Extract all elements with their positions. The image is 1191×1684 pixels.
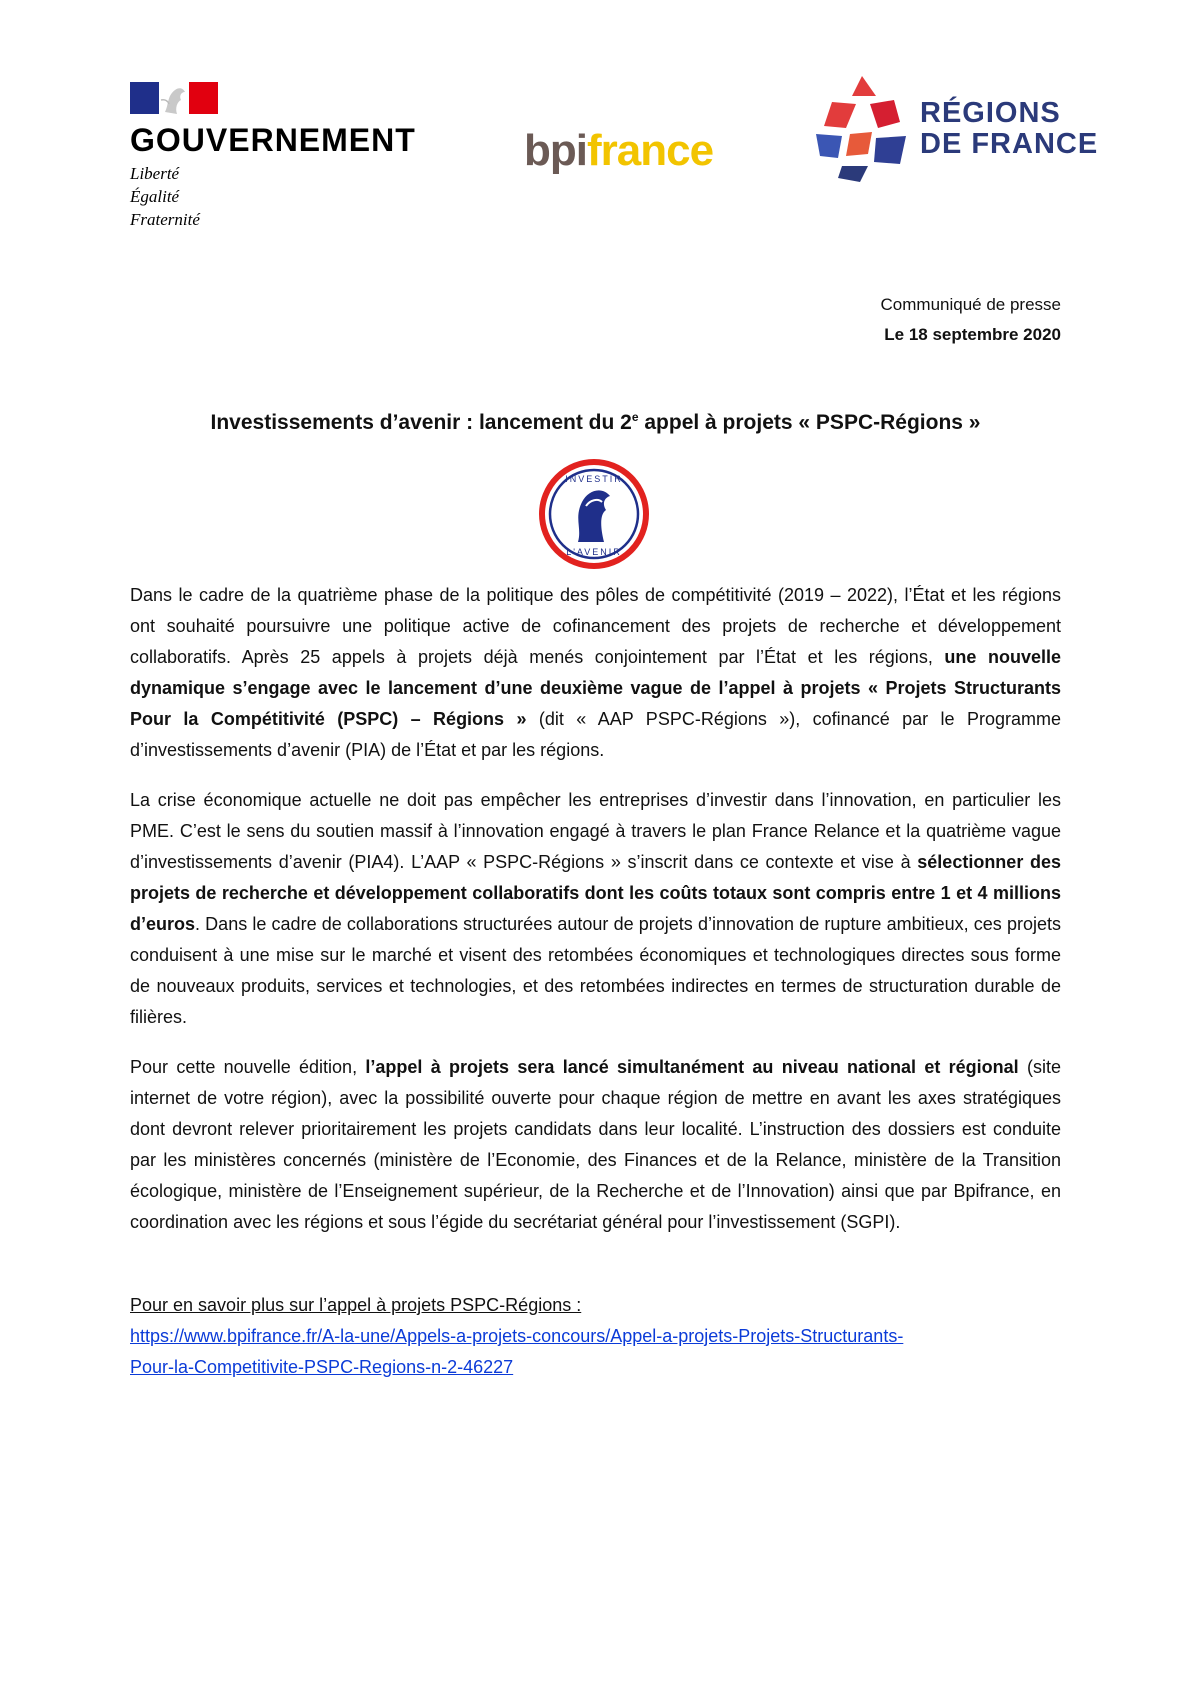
regions-star-icon (812, 74, 912, 184)
paragraph-edition: Pour cette nouvelle édition, l’appel à projets sera lancé simultanément au niveau national et régional (site internet de votre région), avec la possibilité ouverte pour chaque région de mettre en avant les axes stratégiques dont devront relever prioritairement les projets candidats dans leur localité. L’instruction des dossiers est conduite par les ministères concernés (ministère de l’Economie, des Finances et de la Relance, ministère de la Transition écologique, ministère de l’Enseignement supérieur, de la Recherche et de l’Innovation) ainsi que par Bpifrance, en coordination avec les régions et sous l’égide du secrétariat général pour l’investissement (SGPI). (130, 1057, 1061, 1232)
regions-de-france-logo (812, 74, 1098, 184)
document-type: Communiqué de presse (880, 295, 1061, 314)
page-title: Investissements d’avenir : lancement du 2e appel à projets « PSPC-Régions » (210, 410, 981, 434)
investir-avenir-logo (538, 458, 650, 575)
pia-top-text: INVESTIR (565, 474, 623, 484)
paragraph-intro: Dans le cadre de la quatrième phase de la politique des pôles de compétitivité (2019 – 2022), l’État et les régions ont souhaité poursuivre une politique active de cofinancement des projets de recherche et développement collaboratifs. Après 25 appels à projets déjà menés conjointement par l’État et les régions, une nouvelle dynamique s’engage avec le lancement d’une deuxième vague de l’appel à projets « Projets Structurants Pour la Compétitivité (PSPC) – Régions » (dit « AAP PSPC-Régions »), cofinancé par le Programme d’investissements d’avenir (PIA) de l’État et par les régions. (130, 585, 1061, 760)
marianne-flag-icon (130, 82, 218, 114)
gov-wordmark: GOUVERNEMENT (130, 122, 416, 158)
more-info (130, 1290, 1061, 1383)
paragraph-context: La crise économique actuelle ne doit pas empêcher les entreprises d’investir dans l’innovation, en particulier les PME. C’est le sens du soutien massif à l’innovation engagé à travers le plan France Relance et la quatrième vague d’investissements d’avenir (PIA4). L’AAP « PSPC-Régions » s’inscrit dans ce contexte et vise à sélectionner des projets de recherche et développement collaboratifs dont les coûts totaux sont compris entre 1 et 4 millions d’euros. Dans le cadre de collaborations structurées autour de projets d’innovation de rupture ambitieux, ces projets conduisent à une mise sur le marché et visent des retombées économiques et technologiques directes sous forme de nouveaux produits, services et technologies, et des retombées indirectes en termes de structuration durable de filières. (130, 790, 1061, 1027)
regions-line2: DE FRANCE (920, 128, 1099, 160)
bpifrance-logo: bpifrance (524, 126, 714, 175)
gov-motto: Liberté Égalité Fraternité (130, 164, 200, 229)
press-release-header (881, 290, 1061, 350)
more-info-link[interactable]: https://www.bpifrance.fr/A-la-une/Appels-a-projets-concours/Appel-a-projets-Projets-Structurants- Pour-la-Competitivite-PSPC-Regions-n-2-46227 (130, 1326, 904, 1377)
release-date: Le 18 septembre 2020 (884, 325, 1061, 344)
government-logo (130, 82, 440, 231)
pia-bottom-text: L'AVENIR (566, 547, 622, 557)
regions-line1: RÉGIONS (920, 97, 1061, 129)
more-info-label: Pour en savoir plus sur l’appel à projets PSPC-Régions : (130, 1295, 582, 1315)
